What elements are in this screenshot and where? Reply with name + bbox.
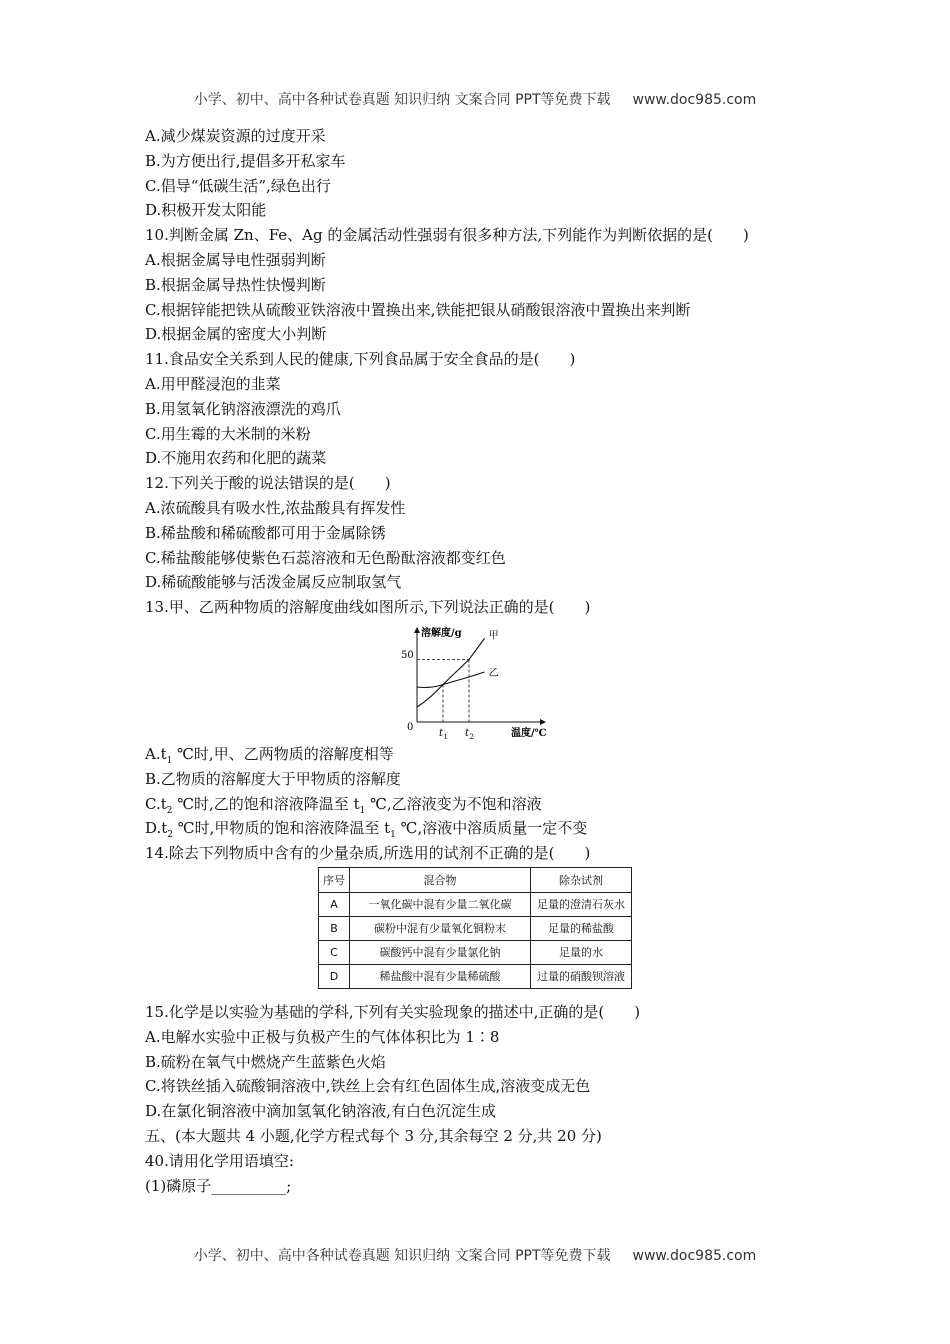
table-cell: 过量的硝酸钡溶液 (531, 964, 632, 988)
table-cell: C (319, 940, 350, 964)
text-line: B.稀盐酸和稀硫酸都可用于金属除锈 (145, 523, 386, 542)
text-line: C.将铁丝插入硫酸铜溶液中,铁丝上会有红色固体生成,溶液变成无色 (145, 1077, 591, 1096)
table-header-cell: 序号 (319, 867, 350, 892)
table-cell: 足量的稀盐酸 (531, 916, 632, 940)
question-lines-a (145, 124, 805, 620)
exam-content (145, 124, 805, 1198)
question-lines-b (145, 1000, 805, 1198)
text-line: 五、(本大题共 4 小题,化学方程式每个 3 分,其余每空 2 分,共 20 分) (145, 1126, 602, 1145)
text-line: B.硫粉在氧气中燃烧产生蓝紫色火焰 (145, 1052, 386, 1071)
text-line: A.电解水实验中正极与负极产生的气体体积比为 1∶8 (145, 1027, 500, 1046)
solubility-chart (393, 622, 703, 742)
solubility-figure (145, 620, 805, 742)
q13-options (145, 742, 805, 841)
text-line: C.稀盐酸能够使紫色石蕊溶液和无色酚酞溶液都变红色 (145, 548, 506, 567)
x-tick-label: t (465, 727, 470, 739)
x-tick-label: t (439, 727, 444, 739)
option-post: ℃时,乙的饱和溶液降温至 t (172, 794, 360, 813)
table-cell: 一氧化碳中混有少量二氧化碳 (350, 892, 531, 916)
text-line: D.根据金属的密度大小判断 (145, 325, 327, 344)
table-header-cell: 混合物 (350, 867, 531, 892)
question-14: 14.除去下列物质中含有的少量杂质,所选用的试剂不正确的是( ) (145, 844, 591, 863)
y-axis-label: 溶解度/g (421, 627, 462, 639)
table-row (319, 892, 632, 916)
q13-option (145, 767, 805, 792)
text-line: (1)磷原子__________; (145, 1176, 292, 1195)
text-line: A.用甲醛浸泡的韭菜 (145, 374, 281, 393)
text-line: D.在氯化铜溶液中滴加氢氧化钠溶液,有白色沉淀生成 (145, 1102, 497, 1121)
x-tick-sub: 1 (443, 732, 448, 741)
option-post2: ℃,乙溶液变为不饱和溶液 (365, 794, 542, 813)
option-post: ℃时,甲物质的饱和溶液降温至 t (173, 819, 391, 838)
text-line: A.减少煤炭资源的过度开采 (145, 127, 326, 145)
page-footer (0, 1245, 950, 1265)
option-sub2: 1 (359, 805, 366, 816)
table-cell: 足量的澄清石灰水 (531, 892, 632, 916)
series-label: 甲 (488, 630, 499, 642)
text-line: C.根据锌能把铁从硫酸亚铁溶液中置换出来,铁能把银从硝酸银溶液中置换出来判断 (145, 300, 691, 319)
option-post: ℃时,甲、乙两物质的溶解度相等 (172, 744, 394, 763)
option-sub2: 1 (390, 830, 396, 841)
table-header-cell: 除杂试剂 (531, 867, 632, 892)
series-label: 乙 (488, 667, 499, 679)
text-line: C.用生霉的大米制的米粉 (145, 424, 311, 443)
text-line: A.根据金属导电性强弱判断 (145, 250, 326, 269)
q13-option (145, 816, 805, 841)
text-line: D.积极开发太阳能 (145, 201, 267, 220)
table-cell: A (319, 892, 350, 916)
table-wrap (145, 866, 805, 1000)
text-line: 10.判断金属 Zn、Fe、Ag 的金属活动性强弱有很多种方法,下列能作为判断依据的是( ) (145, 226, 749, 245)
text-line: 12.下列关于酸的说法错误的是( ) (145, 474, 391, 493)
table-cell: D (319, 964, 350, 988)
series-line-jia (417, 638, 485, 707)
text-line: C.倡导“低碳生活”,绿色出行 (145, 176, 331, 195)
text-line: D.不施用农药和化肥的蔬菜 (145, 449, 327, 468)
table-cell: B (319, 916, 350, 940)
text-line: B.用氢氧化钠溶液漂洗的鸡爪 (145, 399, 341, 418)
option-sub: 2 (166, 805, 173, 816)
table-cell: 碳酸钙中混有少量氯化钠 (350, 940, 531, 964)
header-text: 小学、初中、高中各种试卷真题 知识归纳 文案合同 PPT等免费下载 (193, 92, 611, 108)
option-pre: A.t (145, 744, 167, 763)
header-site[interactable]: www.doc985.com (632, 92, 757, 108)
q13-option (145, 792, 805, 817)
q13-option (145, 742, 805, 767)
text-line: 40.请用化学用语填空: (145, 1151, 294, 1170)
footer-site[interactable]: www.doc985.com (632, 1248, 757, 1264)
option-sub: 2 (167, 830, 174, 841)
footer-text: 小学、初中、高中各种试卷真题 知识归纳 文案合同 PPT等免费下载 (193, 1248, 611, 1264)
option-pre: B.乙物质的溶解度大于甲物质的溶解度 (145, 769, 401, 788)
text-line: D.稀硫酸能够与活泼金属反应制取氢气 (145, 573, 402, 592)
series-line-yi (417, 672, 485, 688)
origin-label: 0 (407, 721, 414, 733)
table-row (319, 916, 632, 940)
y-tick-50: 50 (401, 649, 414, 661)
table-cell: 足量的水 (531, 940, 632, 964)
page-header (0, 89, 950, 109)
option-post2: ℃,溶液中溶质质量一定不变 (395, 819, 588, 838)
text-line: B.为方便出行,提倡多开私家车 (145, 151, 346, 170)
table-cell: 碳粉中混有少量氧化铜粉末 (350, 916, 531, 940)
reagent-table (318, 867, 632, 989)
x-tick-sub: 2 (469, 732, 474, 741)
table-row (319, 940, 632, 964)
text-line: 11.食品安全关系到人民的健康,下列食品属于安全食品的是( ) (145, 350, 576, 369)
option-pre: D.t (145, 819, 168, 838)
text-line: B.根据金属导热性快慢判断 (145, 275, 326, 294)
text-line: 15.化学是以实验为基础的学科,下列有关实验现象的描述中,正确的是( ) (145, 1002, 641, 1021)
table-row (319, 964, 632, 988)
text-line: 13.甲、乙两种物质的溶解度曲线如图所示,下列说法正确的是( ) (145, 598, 591, 617)
table-header-row (319, 867, 632, 892)
text-line: A.浓硫酸具有吸水性,浓盐酸具有挥发性 (145, 498, 406, 517)
table-body (319, 892, 632, 988)
table-cell: 稀盐酸中混有少量稀硫酸 (350, 964, 531, 988)
x-axis-label: 温度/℃ (511, 727, 547, 739)
option-sub: 1 (166, 755, 173, 766)
option-pre: C.t (145, 794, 167, 813)
